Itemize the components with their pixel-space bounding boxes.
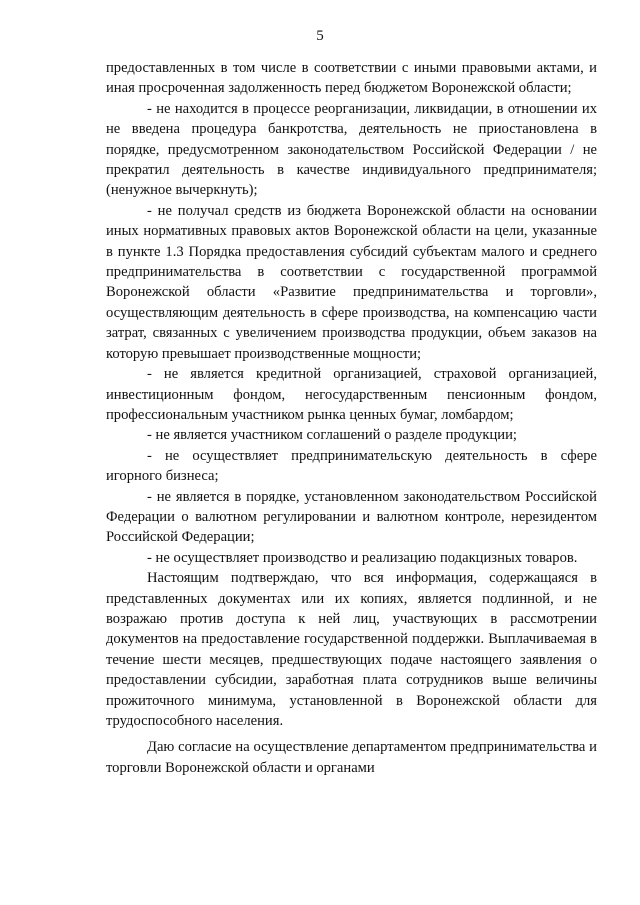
paragraph-no-gambling: - не осуществляет предпринимательскую деятельность в сфере игорного бизнеса;: [106, 447, 597, 485]
paragraph-not-psa-participant: - не является участником соглашений о разделе продукции;: [147, 427, 517, 444]
document-body: [106, 58, 597, 778]
paragraph-no-prior-funds: - не получал средств из бюджета Воронежской области на основании иных нормативных правовых актов Воронежской области на цели, указанные в пункте 1.3 Порядка предоставления субсидий субъектам малого и среднего предпринимательства в соответствии с государственной программой Воронежской области «Развитие предпринимательства и торговли», осуществляющим деятельность в сфере производства, на компенсацию части затрат, связанных с увеличением производства продукции, объем заказов на которую превышает производственные мощности;: [106, 202, 597, 362]
page-number: 5: [316, 28, 324, 44]
paragraph-not-nonresident: - не является в порядке, установленном законодательством Российской Федерации о валютном регулировании и валютном контроле, нерезидентом Российской Федерации;: [106, 488, 597, 546]
paragraph-consent: Даю согласие на осуществление департаментом предпринимательства и торговли Воронежской области и органами: [106, 739, 597, 776]
paragraph-not-financial-org: - не является кредитной организацией, страховой организацией, инвестиционным фондом, негосударственным пенсионным фондом, профессиональным участником рынка ценных бумаг, ломбардом;: [106, 366, 597, 423]
paragraph-confirmation: Настоящим подтверждаю, что вся информация, содержащаяся в представленных документах или их копиях, является подлинной, и не возражаю против доступа к ней лиц, участвующих в рассмотрении документов на предоставление государственной поддержки. Выплачиваемая в течение шести месяцев, предшествующих подаче настоящего заявления о предоставлении субсидии, заработная плата сотрудников выше величины прожиточного минимума, установленной в Воронежской области для трудоспособного населения.: [106, 570, 597, 729]
paragraph-debt-continuation: предоставленных в том числе в соответствии с иными правовыми актами, и иная просроченная задолженность перед бюджетом Воронежской области;: [106, 60, 597, 97]
paragraph-no-reorganization: - не находится в процессе реорганизации, ликвидации, в отношении их не введена процедура банкротства, деятельность не приостановлена в порядке, предусмотренном законодательством Российской Федерации / не прекратил деятельность в качестве индивидуального предпринимателя; (ненужное вычеркнуть);: [106, 100, 597, 199]
paragraph-no-excise-goods: - не осуществляет производство и реализацию подакцизных товаров.: [147, 549, 578, 566]
